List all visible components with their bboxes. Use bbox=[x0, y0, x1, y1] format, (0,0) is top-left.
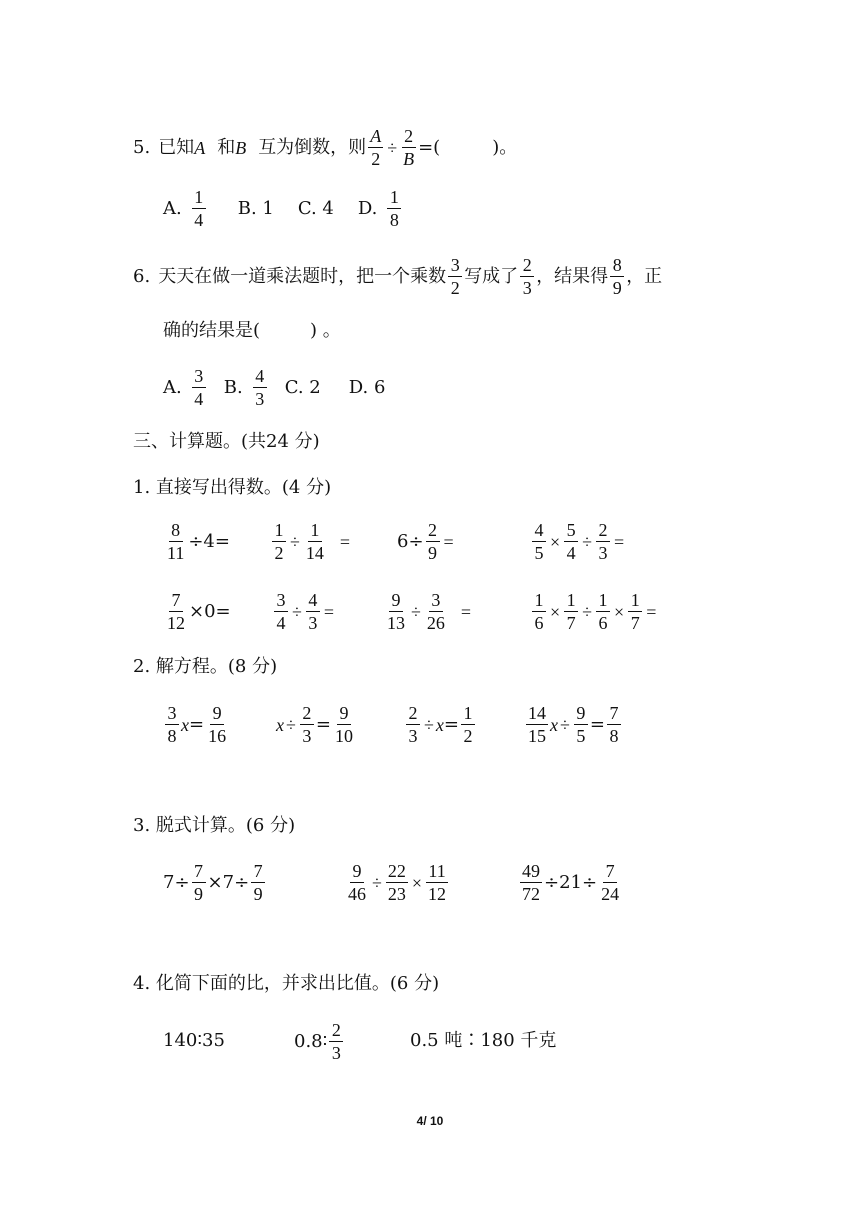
p1-r1-d bbox=[530, 520, 626, 563]
fraction bbox=[564, 590, 578, 633]
operator: = bbox=[646, 601, 657, 622]
page-number: 4/ 10 bbox=[416, 1114, 444, 1128]
text: ÷21÷ bbox=[544, 871, 598, 893]
text: = bbox=[189, 713, 205, 735]
numerator: 7 bbox=[251, 861, 265, 883]
operator: ÷ bbox=[582, 531, 593, 552]
denominator: 12 bbox=[428, 884, 447, 904]
operator: ÷ bbox=[290, 531, 300, 552]
option-c: C. 2 bbox=[284, 376, 321, 398]
fraction bbox=[610, 255, 624, 298]
operator: = bbox=[443, 531, 454, 552]
text: 和 bbox=[217, 136, 236, 158]
operator: × bbox=[411, 872, 423, 893]
operator: × bbox=[614, 601, 625, 622]
numerator: 22 bbox=[387, 861, 406, 881]
denominator: 72 bbox=[522, 884, 540, 904]
text: ×7÷ bbox=[207, 871, 250, 893]
fraction bbox=[251, 861, 265, 904]
numerator: 7 bbox=[603, 861, 617, 883]
text: ，结果得 bbox=[536, 265, 609, 287]
section-title bbox=[133, 431, 320, 453]
denominator: 5 bbox=[576, 726, 586, 746]
operator: ÷ bbox=[387, 137, 398, 158]
numerator: 9 bbox=[574, 703, 588, 725]
fraction bbox=[304, 520, 326, 563]
fraction bbox=[386, 861, 408, 904]
denominator: 9 bbox=[253, 884, 263, 904]
text: 2. 解方程。(8 分) bbox=[133, 656, 278, 677]
operator: ÷ bbox=[560, 714, 570, 735]
option-a: A. bbox=[163, 197, 182, 219]
numerator: 3 bbox=[448, 255, 462, 277]
part4-title bbox=[133, 973, 439, 995]
denominator: 8 bbox=[389, 210, 399, 230]
p2-eq1 bbox=[163, 703, 230, 746]
fraction bbox=[387, 187, 401, 230]
part3-title bbox=[133, 815, 295, 837]
fraction bbox=[306, 590, 320, 633]
numerator: 1 bbox=[461, 703, 475, 725]
fraction bbox=[192, 366, 206, 409]
operator: ÷ bbox=[411, 601, 421, 622]
text: 6÷ bbox=[397, 530, 424, 552]
denominator: 4 bbox=[566, 543, 576, 563]
text: ×0= bbox=[189, 600, 231, 622]
numerator: 1 bbox=[596, 590, 610, 612]
denominator: 12 bbox=[167, 613, 185, 633]
denominator: 2 bbox=[371, 149, 381, 169]
numerator: 2 bbox=[402, 126, 416, 148]
text: x bbox=[276, 714, 284, 735]
fraction bbox=[329, 1020, 343, 1063]
fraction bbox=[192, 861, 206, 904]
option-b: B. 1 bbox=[237, 197, 274, 219]
fraction bbox=[333, 703, 355, 746]
numerator: 4 bbox=[306, 590, 320, 612]
p3-expr2 bbox=[344, 861, 450, 904]
fraction bbox=[426, 520, 440, 563]
part1-title bbox=[133, 477, 331, 499]
denominator: 3 bbox=[331, 1043, 341, 1063]
text: x bbox=[435, 714, 444, 735]
numerator: 1 bbox=[628, 590, 642, 612]
fraction bbox=[274, 590, 288, 633]
text: )。 bbox=[492, 136, 518, 158]
fraction bbox=[300, 703, 314, 746]
p2-eq3 bbox=[404, 703, 477, 746]
fraction bbox=[368, 126, 383, 169]
text: 天天在做一道乘法题时，把一个乘数 bbox=[158, 265, 447, 287]
numerator: 1 bbox=[564, 590, 578, 612]
fraction bbox=[520, 861, 542, 904]
text: ÷4= bbox=[188, 530, 230, 552]
denominator: 23 bbox=[387, 884, 406, 904]
numerator: 4 bbox=[253, 366, 267, 388]
denominator: 4 bbox=[194, 389, 204, 409]
p1-r2-b bbox=[272, 590, 336, 633]
operator: ÷ bbox=[424, 714, 434, 735]
denominator: 7 bbox=[630, 613, 640, 633]
fraction bbox=[385, 590, 407, 633]
denominator: 3 bbox=[522, 278, 532, 298]
numerator: 2 bbox=[300, 703, 314, 725]
denominator: 7 bbox=[566, 613, 576, 633]
text: = bbox=[443, 713, 459, 735]
p1-r2-a bbox=[163, 590, 231, 633]
q5-stem bbox=[133, 126, 517, 169]
numerator: 49 bbox=[522, 861, 540, 881]
fraction bbox=[272, 520, 286, 563]
fraction bbox=[426, 861, 448, 904]
operator: = bbox=[460, 601, 472, 622]
p1-r2-c bbox=[383, 590, 473, 633]
numerator: 14 bbox=[528, 703, 546, 723]
part2-title bbox=[133, 656, 277, 678]
fraction bbox=[526, 703, 548, 746]
numerator: 3 bbox=[192, 366, 206, 388]
fraction bbox=[461, 703, 475, 746]
denominator: 26 bbox=[426, 613, 445, 633]
denominator: 4 bbox=[194, 210, 204, 230]
numerator: A bbox=[370, 126, 382, 146]
numerator: 8 bbox=[610, 255, 624, 277]
numerator: 2 bbox=[426, 520, 440, 542]
denominator: 24 bbox=[601, 884, 620, 904]
numerator: 7 bbox=[192, 861, 206, 883]
p2-eq4 bbox=[524, 703, 623, 746]
p2-eq2 bbox=[276, 703, 357, 746]
numerator: 3 bbox=[429, 590, 443, 612]
denominator: B bbox=[403, 149, 415, 169]
text: B bbox=[235, 137, 247, 158]
numerator: 3 bbox=[165, 703, 179, 725]
denominator: 14 bbox=[305, 543, 324, 563]
fraction bbox=[165, 520, 186, 563]
text: 三、计算题。(共24 分) bbox=[133, 431, 320, 452]
numerator: 1 bbox=[308, 520, 322, 542]
text: 1. 直接写出得数。(4 分) bbox=[133, 477, 332, 498]
text: 0.5 吨∶180 千克 bbox=[410, 1030, 557, 1051]
fraction bbox=[425, 590, 447, 633]
operator: ÷ bbox=[582, 601, 593, 622]
operator: × bbox=[550, 601, 561, 622]
fraction bbox=[346, 861, 368, 904]
numerator: 2 bbox=[520, 255, 534, 277]
fraction bbox=[596, 520, 610, 563]
option-c: C. 4 bbox=[297, 197, 334, 219]
p4-ratio1 bbox=[163, 1030, 225, 1052]
denominator: 16 bbox=[208, 726, 227, 746]
q6-stem bbox=[133, 255, 662, 298]
denominator: 46 bbox=[348, 884, 366, 904]
fraction bbox=[574, 703, 588, 746]
fraction bbox=[596, 590, 610, 633]
text: 4. 化简下面的比，并求出比值。(6 分) bbox=[133, 973, 440, 994]
fraction bbox=[406, 703, 420, 746]
p1-r1-c bbox=[397, 520, 456, 563]
text: x bbox=[550, 714, 558, 735]
denominator: 9 bbox=[428, 543, 438, 563]
text: 7÷ bbox=[163, 871, 190, 893]
fraction bbox=[192, 187, 206, 230]
fraction bbox=[628, 590, 642, 633]
text: 140∶35 bbox=[163, 1030, 225, 1051]
p4-ratio3 bbox=[410, 1030, 556, 1052]
numerator: 9 bbox=[210, 703, 224, 725]
numerator: 1 bbox=[387, 187, 401, 209]
text: = bbox=[315, 713, 331, 735]
denominator: 9 bbox=[612, 278, 622, 298]
numerator: 8 bbox=[169, 520, 183, 542]
text: ，正 bbox=[626, 265, 663, 287]
denominator: 8 bbox=[609, 726, 619, 746]
numerator: 9 bbox=[389, 590, 403, 612]
fraction bbox=[599, 861, 621, 904]
q6-options bbox=[163, 366, 385, 409]
operator: = bbox=[614, 531, 625, 552]
text: 0.8∶ bbox=[294, 1030, 328, 1052]
option-b: B. bbox=[223, 376, 243, 398]
fraction bbox=[253, 366, 267, 409]
operator: ÷ bbox=[372, 872, 382, 893]
text: 互为倒数，则 bbox=[258, 136, 367, 158]
fraction bbox=[206, 703, 228, 746]
denominator: 9 bbox=[194, 884, 204, 904]
denominator: 11 bbox=[167, 543, 185, 563]
denominator: 3 bbox=[308, 613, 318, 633]
numerator: 7 bbox=[169, 590, 183, 612]
denominator: 6 bbox=[534, 613, 544, 633]
numerator: 2 bbox=[329, 1020, 343, 1042]
denominator: 3 bbox=[408, 726, 418, 746]
denominator: 15 bbox=[528, 726, 546, 746]
operator: = bbox=[323, 601, 335, 622]
fraction bbox=[607, 703, 621, 746]
text: 已知 bbox=[158, 136, 195, 158]
numerator: 11 bbox=[428, 861, 446, 881]
fraction bbox=[564, 520, 578, 563]
fraction bbox=[165, 703, 179, 746]
text: 3. 脱式计算。(6 分) bbox=[133, 815, 296, 836]
denominator: 6 bbox=[598, 613, 608, 633]
fraction bbox=[401, 126, 416, 169]
denominator: 8 bbox=[167, 726, 177, 746]
denominator: 5 bbox=[534, 543, 544, 563]
numerator: 9 bbox=[337, 703, 351, 725]
denominator: 3 bbox=[598, 543, 608, 563]
text: A bbox=[194, 137, 206, 158]
numerator: 1 bbox=[272, 520, 286, 542]
p1-r2-d bbox=[530, 590, 658, 633]
text: 5. bbox=[133, 136, 151, 158]
denominator: 4 bbox=[276, 613, 286, 633]
text: 写成了 bbox=[464, 265, 519, 287]
option-d: D. 6 bbox=[348, 376, 386, 398]
fraction bbox=[532, 590, 546, 633]
operator: ÷ bbox=[292, 601, 302, 622]
denominator: 10 bbox=[334, 726, 353, 746]
text: =( bbox=[418, 136, 441, 158]
denominator: 13 bbox=[387, 613, 405, 633]
option-d: D. bbox=[357, 197, 378, 219]
numerator: 9 bbox=[350, 861, 364, 883]
numerator: 1 bbox=[192, 187, 206, 209]
q5-options bbox=[163, 187, 403, 230]
numerator: 4 bbox=[532, 520, 546, 542]
numerator: 3 bbox=[274, 590, 288, 612]
fraction bbox=[448, 255, 462, 298]
text: ) 。 bbox=[310, 320, 341, 341]
text: = bbox=[589, 713, 605, 735]
denominator: 3 bbox=[302, 726, 312, 746]
p3-expr1 bbox=[163, 861, 267, 904]
denominator: 2 bbox=[450, 278, 460, 298]
numerator: 7 bbox=[607, 703, 621, 725]
operator: × bbox=[550, 531, 561, 552]
numerator: 2 bbox=[406, 703, 420, 725]
p1-r1-b bbox=[270, 520, 352, 563]
operator: ÷ bbox=[286, 714, 296, 735]
fraction bbox=[520, 255, 534, 298]
text: x bbox=[181, 714, 189, 735]
numerator: 5 bbox=[564, 520, 578, 542]
denominator: 3 bbox=[255, 389, 265, 409]
fraction bbox=[532, 520, 546, 563]
text: 6. bbox=[133, 265, 151, 287]
denominator: 2 bbox=[463, 726, 473, 746]
q6-stem-line2 bbox=[163, 320, 341, 342]
p1-r1-a bbox=[163, 520, 230, 563]
text: 确的结果是( bbox=[163, 320, 261, 341]
operator: = bbox=[339, 531, 351, 552]
p3-expr3 bbox=[518, 861, 623, 904]
numerator: 2 bbox=[596, 520, 610, 542]
numerator: 1 bbox=[532, 590, 546, 612]
option-a: A. bbox=[163, 376, 182, 398]
p4-ratio2 bbox=[294, 1020, 345, 1063]
denominator: 2 bbox=[274, 543, 284, 563]
fraction bbox=[165, 590, 187, 633]
